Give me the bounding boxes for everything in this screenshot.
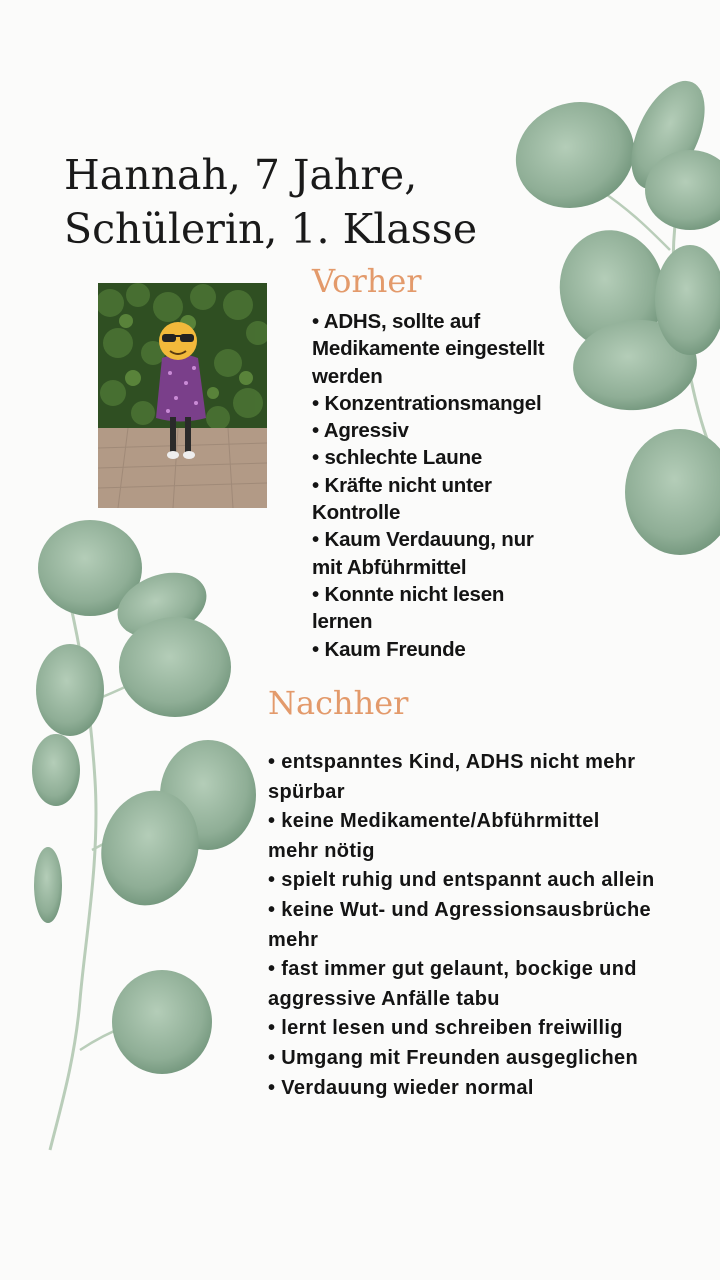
vorher-list-line: • Konzentrationsmangel — [312, 391, 542, 415]
child-photo — [98, 283, 267, 508]
photo-illustration — [98, 283, 267, 508]
nachher-list-line: mehr nötig — [268, 839, 375, 862]
nachher-list-line: • lernt lesen und schreiben freiwillig — [268, 1017, 623, 1040]
nachher-list-line: mehr — [268, 928, 319, 951]
nachher-list-line: • spielt ruhig und entspannt auch allein — [268, 869, 655, 892]
nachher-list-line: aggressive Anfälle tabu — [268, 987, 500, 1010]
vorher-list-line: werden — [312, 364, 383, 388]
nachher-list-line: spürbar — [268, 780, 345, 803]
vorher-list-line: • Agressiv — [312, 419, 409, 443]
vorher-list-line: • Kaum Verdauung, nur — [312, 528, 534, 552]
vorher-list-line: • Konnte nicht lesen — [312, 582, 505, 606]
vorher-list-line: • Kräfte nicht unter — [312, 473, 492, 497]
vorher-heading: Vorher — [312, 262, 422, 300]
nachher-list-line: • Umgang mit Freunden ausgeglichen — [268, 1046, 639, 1069]
title-line-1: Hannah, 7 Jahre, — [64, 151, 418, 199]
nachher-heading: Nachher — [268, 684, 409, 722]
nachher-list — [268, 748, 655, 1103]
vorher-list-line: • Kaum Freunde — [312, 637, 466, 661]
vorher-list-line: • ADHS, sollte auf — [312, 310, 480, 333]
nachher-list-line: • keine Medikamente/Abführmittel — [268, 810, 600, 833]
nachher-list-line: • fast immer gut gelaunt, bockige und — [268, 958, 637, 981]
left-leaf-branch — [32, 520, 256, 1150]
vorher-list-line: lernen — [312, 610, 373, 634]
page-title — [64, 148, 477, 256]
vorher-list-line: • schlechte Laune — [312, 446, 483, 470]
title-line-2: Schülerin, 1. Klasse — [64, 205, 478, 253]
nachher-list-line: • Verdauung wieder normal — [268, 1076, 534, 1099]
nachher-list-line: • keine Wut- und Agressionsausbrüche — [268, 898, 652, 921]
vorher-list-line: mit Abführmittel — [312, 555, 467, 579]
vorher-list-line: Kontrolle — [312, 501, 401, 525]
nachher-list-line: • entspanntes Kind, ADHS nicht mehr — [268, 751, 636, 773]
vorher-list — [312, 308, 544, 663]
vorher-list-line: Medikamente eingestellt — [312, 337, 545, 361]
